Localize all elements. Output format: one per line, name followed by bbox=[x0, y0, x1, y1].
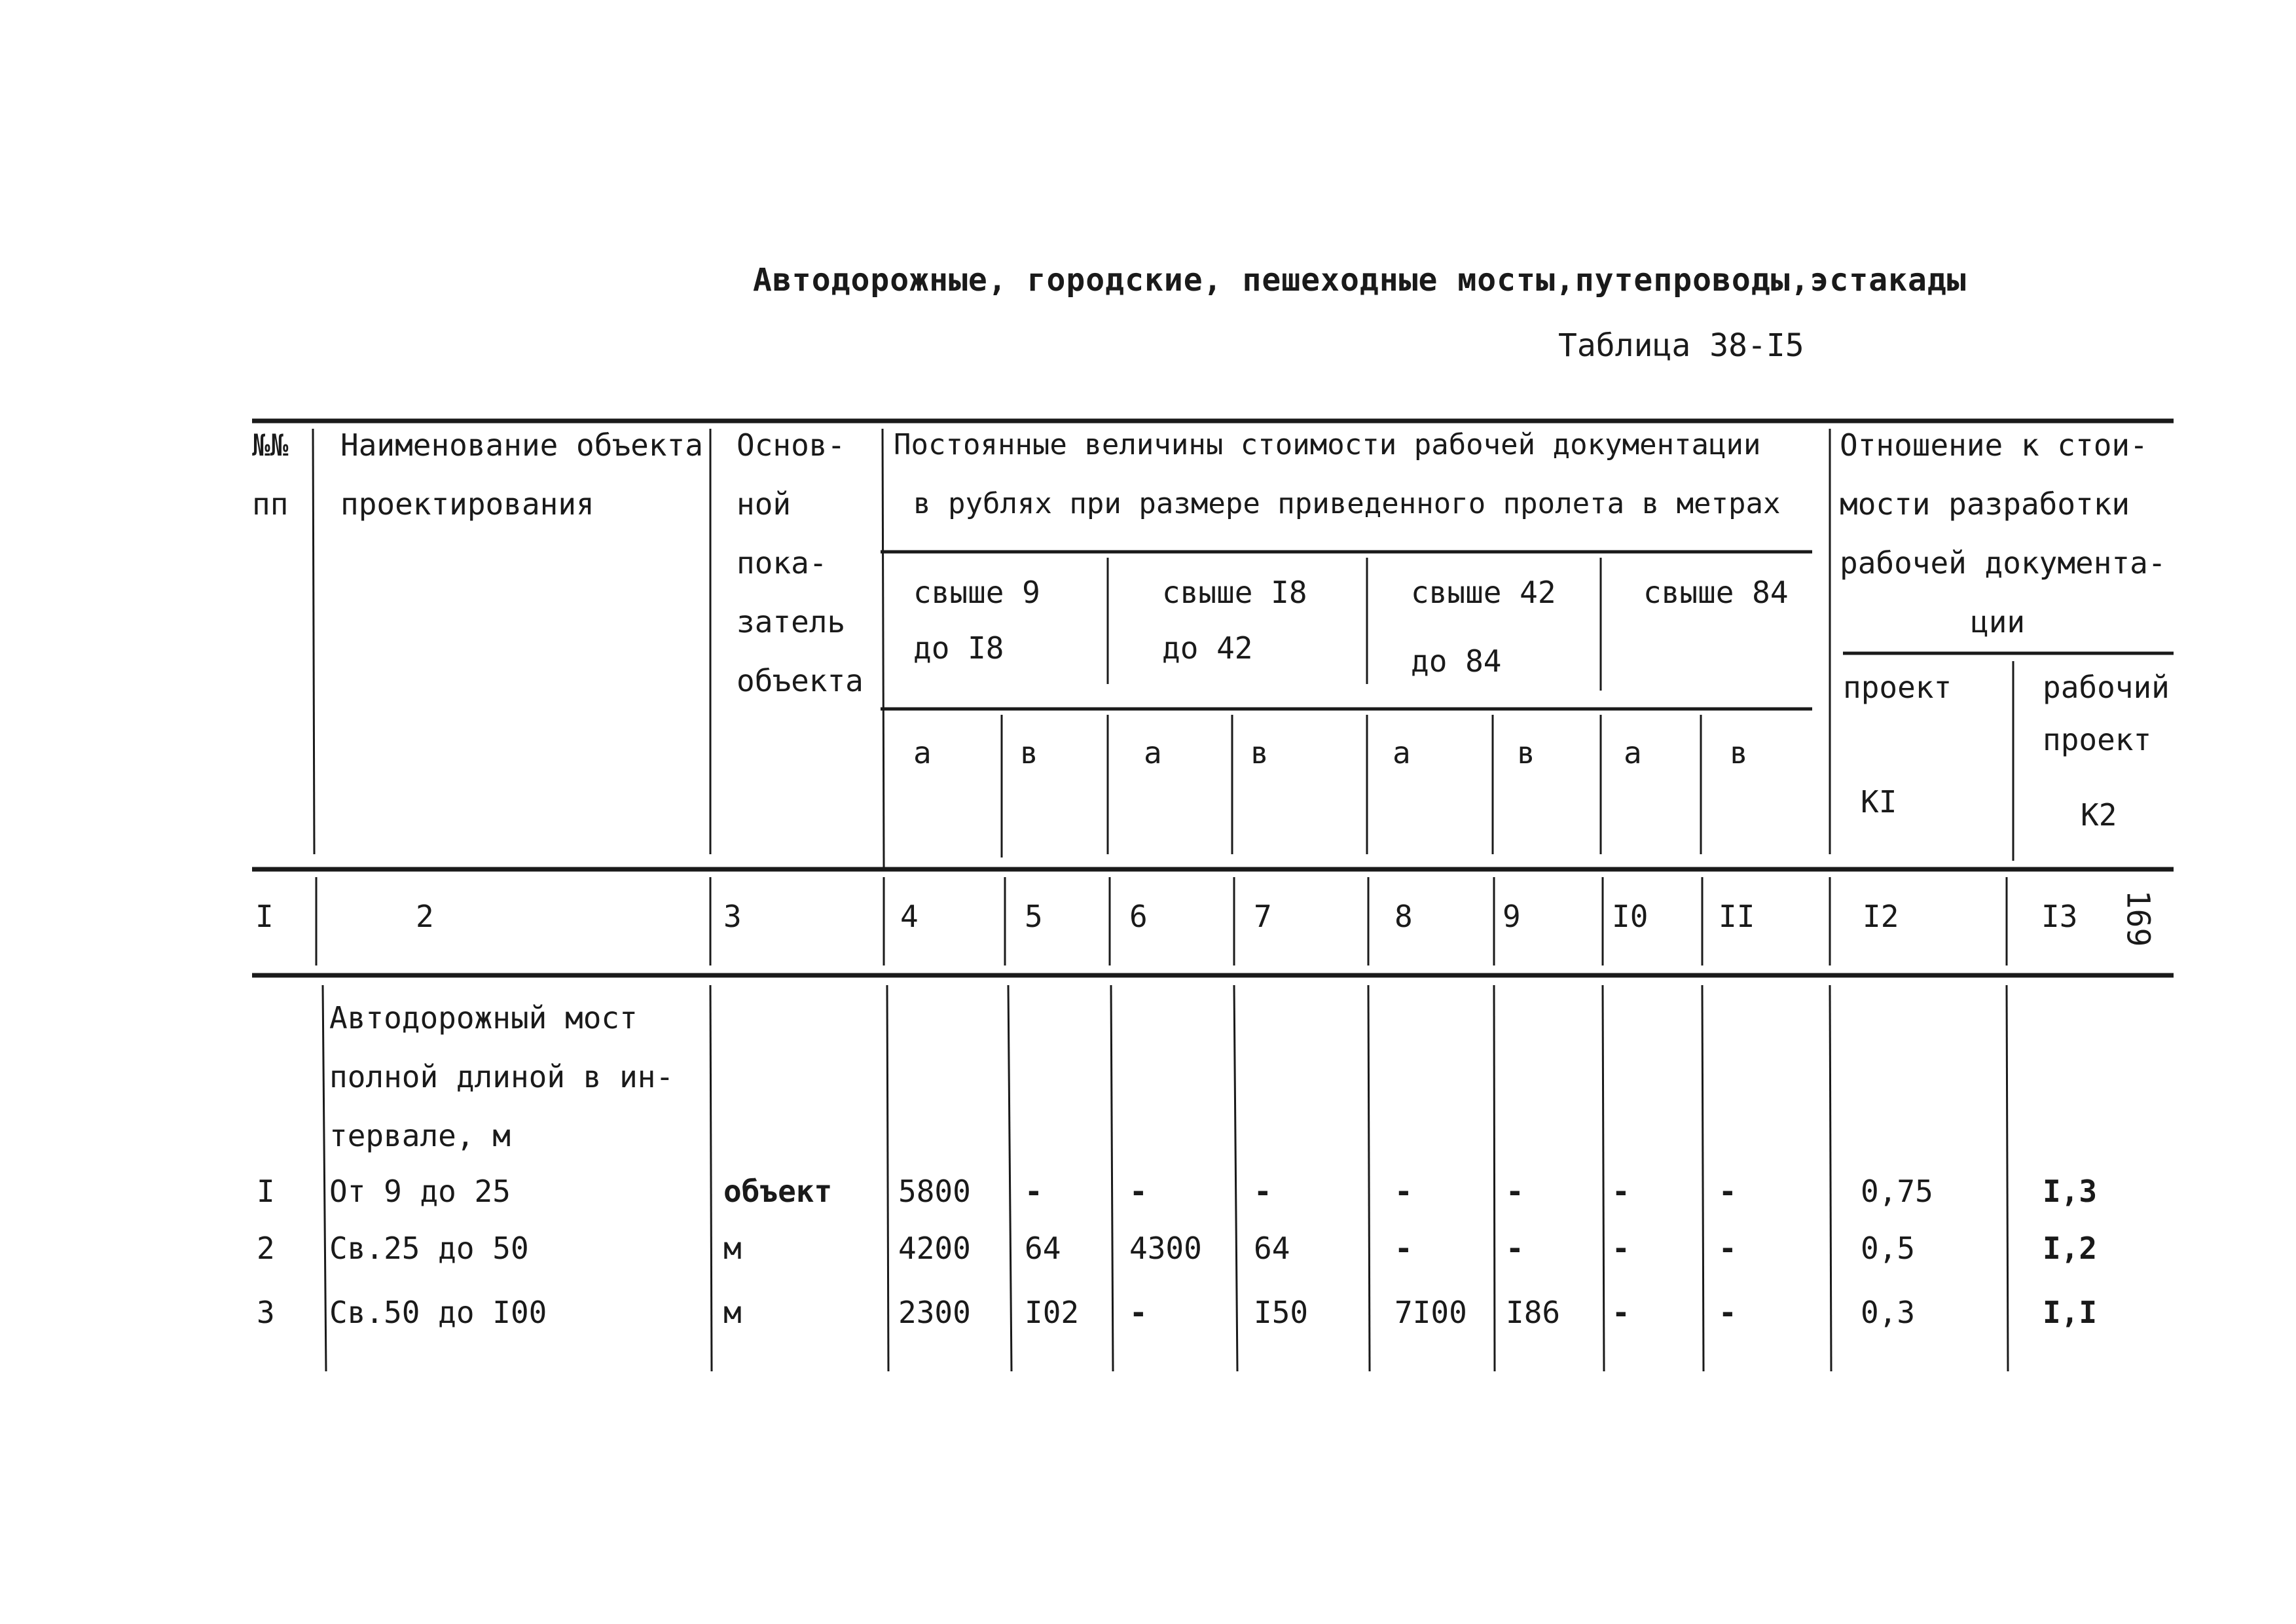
header-indicator-line3: пока- bbox=[737, 545, 828, 581]
header-ratio-k1: КI bbox=[1861, 784, 1897, 820]
column-number-7: 7 bbox=[1254, 899, 1272, 934]
row-number: 3 bbox=[257, 1295, 275, 1330]
cell-col11: - bbox=[1719, 1295, 1737, 1330]
header-indicator-line2: ной bbox=[737, 486, 792, 522]
column-number-10: I0 bbox=[1612, 899, 1649, 934]
column-number-9: 9 bbox=[1503, 899, 1521, 934]
cell-col6: - bbox=[1129, 1295, 1148, 1330]
cell-col5: 64 bbox=[1025, 1231, 1061, 1266]
header-const-line2: в рублях при размере приведенного пролета в метрах bbox=[913, 487, 1781, 520]
row-number: 2 bbox=[257, 1231, 275, 1266]
cell-k2: I,3 bbox=[2043, 1174, 2098, 1209]
cell-col7: - bbox=[1254, 1174, 1272, 1209]
header-ratio-line4: ции bbox=[1971, 604, 2026, 640]
column-number-1: I bbox=[255, 899, 274, 934]
cell-col11: - bbox=[1719, 1174, 1737, 1209]
column-number-12: I2 bbox=[1863, 899, 1899, 934]
column-number-4: 4 bbox=[900, 899, 919, 934]
sub-header-a-3: а bbox=[1393, 735, 1411, 770]
cell-col9: - bbox=[1506, 1231, 1524, 1266]
header-ratio-project: проект bbox=[1843, 670, 1952, 705]
cell-col10: - bbox=[1612, 1174, 1630, 1209]
page-title: Автодорожные, городские, пешеходные мосты,путепроводы,эстакады bbox=[753, 262, 1967, 298]
row-indicator: м bbox=[723, 1295, 742, 1330]
header-ratio-working-line2: проект bbox=[2043, 722, 2152, 757]
header-indicator-line1: Основ- bbox=[737, 427, 846, 463]
cell-k1: 0,3 bbox=[1861, 1295, 1916, 1330]
header-indicator-line5: объекта bbox=[737, 663, 864, 698]
cell-col4: 4200 bbox=[898, 1231, 971, 1266]
header-indicator-line4: затель bbox=[737, 604, 846, 640]
column-number-2: 2 bbox=[416, 899, 434, 934]
cell-col9: - bbox=[1506, 1174, 1524, 1209]
cell-k2: I,2 bbox=[2043, 1231, 2098, 1266]
header-num-line1: №№ bbox=[252, 427, 289, 463]
cell-col8: - bbox=[1394, 1231, 1413, 1266]
span-header-3-line2: до 84 bbox=[1411, 643, 1502, 679]
group-label-line3: тервале, м bbox=[329, 1118, 511, 1153]
cell-col5: - bbox=[1025, 1174, 1043, 1209]
header-name-line1: Наименование объекта bbox=[340, 427, 703, 463]
sub-header-b-2: в bbox=[1250, 735, 1269, 770]
cell-col5: I02 bbox=[1025, 1295, 1080, 1330]
cell-col10: - bbox=[1612, 1231, 1630, 1266]
page-number: 169 bbox=[2119, 890, 2157, 947]
cell-k1: 0,75 bbox=[1861, 1174, 1933, 1209]
sub-header-a-4: а bbox=[1624, 735, 1642, 770]
header-name-line2: проектирования bbox=[340, 486, 594, 522]
header-const-line1: Постоянные величины стоимости рабочей документации bbox=[894, 428, 1761, 461]
column-number-11: II bbox=[1719, 899, 1755, 934]
row-indicator: объект bbox=[723, 1174, 833, 1209]
cell-col10: - bbox=[1612, 1295, 1630, 1330]
header-ratio-line1: Отношение к стои- bbox=[1840, 427, 2148, 463]
sub-header-b-4: в bbox=[1730, 735, 1748, 770]
header-ratio-k2: К2 bbox=[2081, 797, 2117, 833]
span-header-2-line2: до 42 bbox=[1162, 630, 1253, 666]
sub-header-b-3: в bbox=[1517, 735, 1535, 770]
row-name: От 9 до 25 bbox=[329, 1174, 511, 1209]
cell-k1: 0,5 bbox=[1861, 1231, 1916, 1266]
group-label-line2: полной длиной в ин- bbox=[329, 1059, 674, 1094]
cell-col4: 2300 bbox=[898, 1295, 971, 1330]
cell-col7: 64 bbox=[1254, 1231, 1290, 1266]
row-indicator: м bbox=[723, 1231, 742, 1266]
cell-col11: - bbox=[1719, 1231, 1737, 1266]
column-number-5: 5 bbox=[1025, 899, 1043, 934]
cell-col9: I86 bbox=[1506, 1295, 1561, 1330]
header-num-line2: пп bbox=[252, 486, 289, 522]
row-name: Св.50 до I00 bbox=[329, 1295, 547, 1330]
header-ratio-line3: рабочей документа- bbox=[1840, 545, 2166, 581]
sub-header-a-2: а bbox=[1144, 735, 1162, 770]
table-caption: Таблица 38-I5 bbox=[1558, 327, 1804, 364]
column-number-3: 3 bbox=[723, 899, 742, 934]
row-name: Св.25 до 50 bbox=[329, 1231, 529, 1266]
cell-k2: I,I bbox=[2043, 1295, 2098, 1330]
cell-col6: 4300 bbox=[1129, 1231, 1202, 1266]
span-header-1-line1: свыше 9 bbox=[913, 575, 1040, 610]
span-header-1-line2: до I8 bbox=[913, 630, 1004, 666]
header-ratio-line2: мости разработки bbox=[1840, 486, 2130, 522]
span-header-2-line1: свыше I8 bbox=[1162, 575, 1307, 610]
group-label-line1: Автодорожный мост bbox=[329, 1000, 638, 1036]
column-number-8: 8 bbox=[1394, 899, 1413, 934]
sub-header-a-1: а bbox=[913, 735, 932, 770]
column-number-6: 6 bbox=[1129, 899, 1148, 934]
cell-col8: - bbox=[1394, 1174, 1413, 1209]
cell-col7: I50 bbox=[1254, 1295, 1309, 1330]
cell-col4: 5800 bbox=[898, 1174, 971, 1209]
cell-col8: 7I00 bbox=[1394, 1295, 1467, 1330]
cell-col6: - bbox=[1129, 1174, 1148, 1209]
span-header-4-line1: свыше 84 bbox=[1643, 575, 1789, 610]
row-number: I bbox=[257, 1174, 275, 1209]
header-ratio-working-line1: рабочий bbox=[2043, 670, 2170, 705]
column-number-13: I3 bbox=[2041, 899, 2078, 934]
sub-header-b-1: в bbox=[1020, 735, 1038, 770]
span-header-3-line1: свыше 42 bbox=[1411, 575, 1556, 610]
